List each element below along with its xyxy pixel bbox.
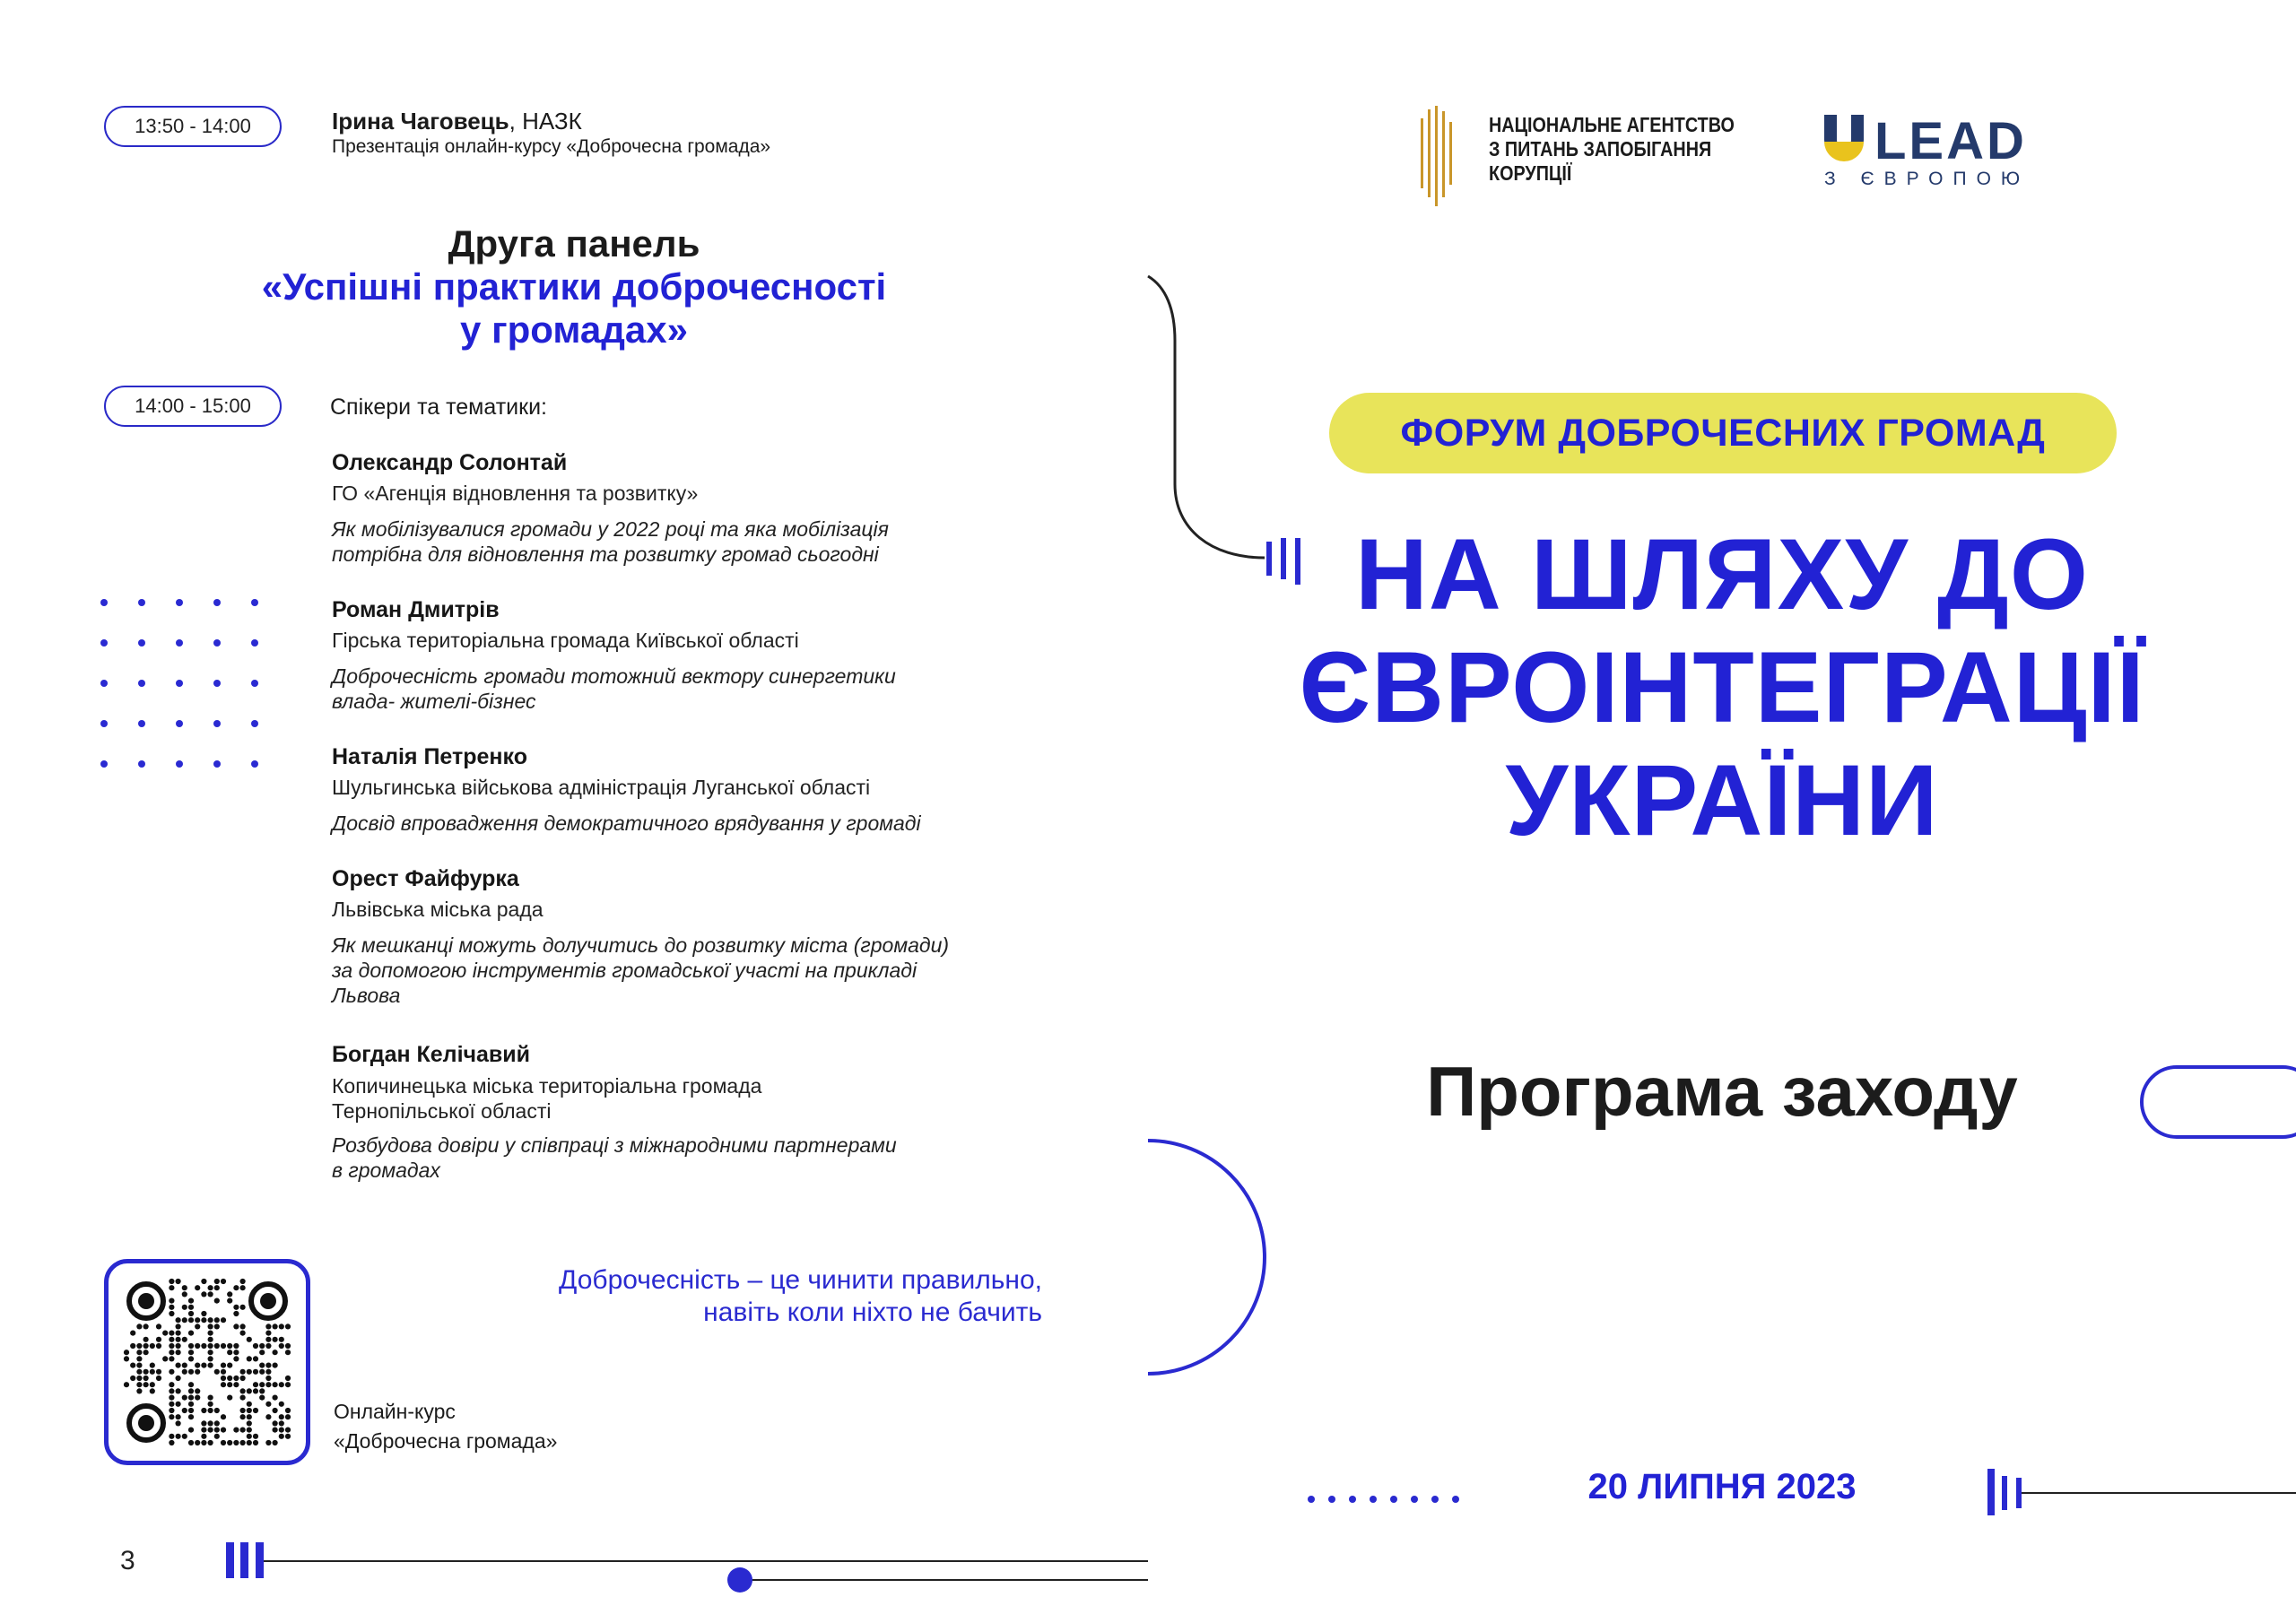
nazk-line2: З ПИТАНЬ ЗАПОБІГАННЯ [1489, 137, 1712, 161]
org-line: Тернопільської області [332, 1099, 552, 1123]
dotted-line [1308, 1496, 1459, 1503]
half-circle [1148, 1141, 1265, 1374]
dot-mark [1370, 1496, 1377, 1503]
nazk-logo-text [1489, 113, 1735, 186]
nazk-emblem [1419, 106, 1457, 206]
event-date: 20 ЛИПНЯ 2023 [1587, 1467, 1857, 1506]
first-talk-topic: Презентація онлайн-курсу «Доброчесна громада» [332, 136, 771, 157]
bar-mark [1987, 1469, 1995, 1515]
topic-line: за допомогою інструментів громадської участі на прикладі [332, 959, 918, 982]
first-talk-org: , НАЗК [509, 108, 582, 135]
headline-line1: НА ШЛЯХУ ДО [1355, 518, 2089, 630]
dot-mark [1411, 1496, 1418, 1503]
nazk-line1: НАЦІОНАЛЬНЕ АГЕНТСТВО [1489, 113, 1735, 136]
time-slot-panel: 14:00 - 15:00 [104, 386, 282, 427]
dot-marker [727, 1567, 752, 1593]
dot-mark [1390, 1496, 1397, 1503]
topic-line: Як мобілізувалися громади у 2022 році та яка мобілізація [332, 517, 889, 541]
time-slot-first-talk: 13:50 - 14:00 [104, 106, 282, 147]
topic-line: Розбудова довіри у співпраці з міжнародними партнерами [332, 1133, 897, 1157]
dot-mark [1431, 1496, 1439, 1503]
dot-mark [1452, 1496, 1459, 1503]
topic-line: Львова [332, 984, 401, 1007]
cover-headline [1247, 518, 2197, 857]
program-title: Програма заходу [1426, 1052, 2018, 1131]
ulead-u-emblem [1822, 115, 1866, 161]
speaker-name: Олександр Солонтай [332, 450, 568, 475]
bar-mark [226, 1542, 234, 1578]
speaker-org: Гірська територіальна громада Київської області [332, 629, 799, 652]
ulead-word: LEAD [1874, 112, 2027, 170]
headline-line2: ЄВРОІНТЕГРАЦІЇ [1299, 631, 2145, 743]
speakers-label: Спікери та тематики: [330, 395, 547, 420]
topic-line: Доброчесність громади тотожний вектору синергетики [332, 664, 896, 688]
topic-line: Досвід впровадження демократичного врядування у громаді [332, 812, 921, 835]
page-number: 3 [120, 1546, 135, 1575]
dot-mark [1308, 1496, 1315, 1503]
dot-mark [1349, 1496, 1356, 1503]
bar-mark [256, 1542, 264, 1578]
quote-line2: навіть коли ніхто не бачить [703, 1298, 1042, 1327]
speaker-name: Наталія Петренко [332, 744, 527, 769]
speaker-org: Львівська міська рада [332, 898, 544, 921]
panel-title-line1: Друга панель [448, 222, 700, 265]
qr-caption-line2: «Доброчесна громада» [334, 1429, 558, 1453]
bar-mark [2016, 1478, 2022, 1508]
dot-mark [1328, 1496, 1335, 1503]
topic-line: Як мешканці можуть долучитись до розвитку міста (громади) [332, 933, 950, 957]
ulead-sub: З ЄВРОПОЮ [1824, 169, 2031, 189]
speaker-name: Роман Дмитрів [332, 597, 500, 622]
decorative-pill [2140, 1065, 2296, 1139]
nazk-logo [1419, 106, 1457, 211]
nazk-line3: КОРУПЦІЇ [1489, 161, 1572, 185]
topic-line: влада- жителі-бізнес [332, 690, 536, 713]
forum-badge: ФОРУМ ДОБРОЧЕСНИХ ГРОМАД [1329, 393, 2117, 473]
panel-title-line2: «Успішні практики доброчесності [261, 265, 887, 308]
qr-caption-line1: Онлайн-курс [334, 1400, 456, 1423]
speaker-name: Орест Файфурка [332, 866, 519, 891]
org-line: Копичинецька міська територіальна громада [332, 1074, 762, 1098]
topic-line: потрібна для відновлення та розвитку громад сьогодні [332, 542, 879, 566]
panel-title-line3: у громадах» [460, 308, 688, 351]
speaker-org: ГО «Агенція відновлення та розвитку» [332, 482, 699, 505]
quote-line1: Доброчесність – це чинити правильно, [559, 1265, 1042, 1295]
speaker-name: Богдан Келічавий [332, 1042, 531, 1067]
bar-mark [2002, 1476, 2007, 1510]
curve-connector [1148, 276, 1265, 558]
topic-line: в громадах [332, 1159, 440, 1182]
headline-line3: УКРАЇНИ [1505, 744, 1939, 856]
speaker-org: Шульгинська військова адміністрація Луганської області [332, 776, 871, 799]
first-talk-speaker: Ірина Чаговець [332, 108, 509, 135]
bar-mark [240, 1542, 248, 1578]
